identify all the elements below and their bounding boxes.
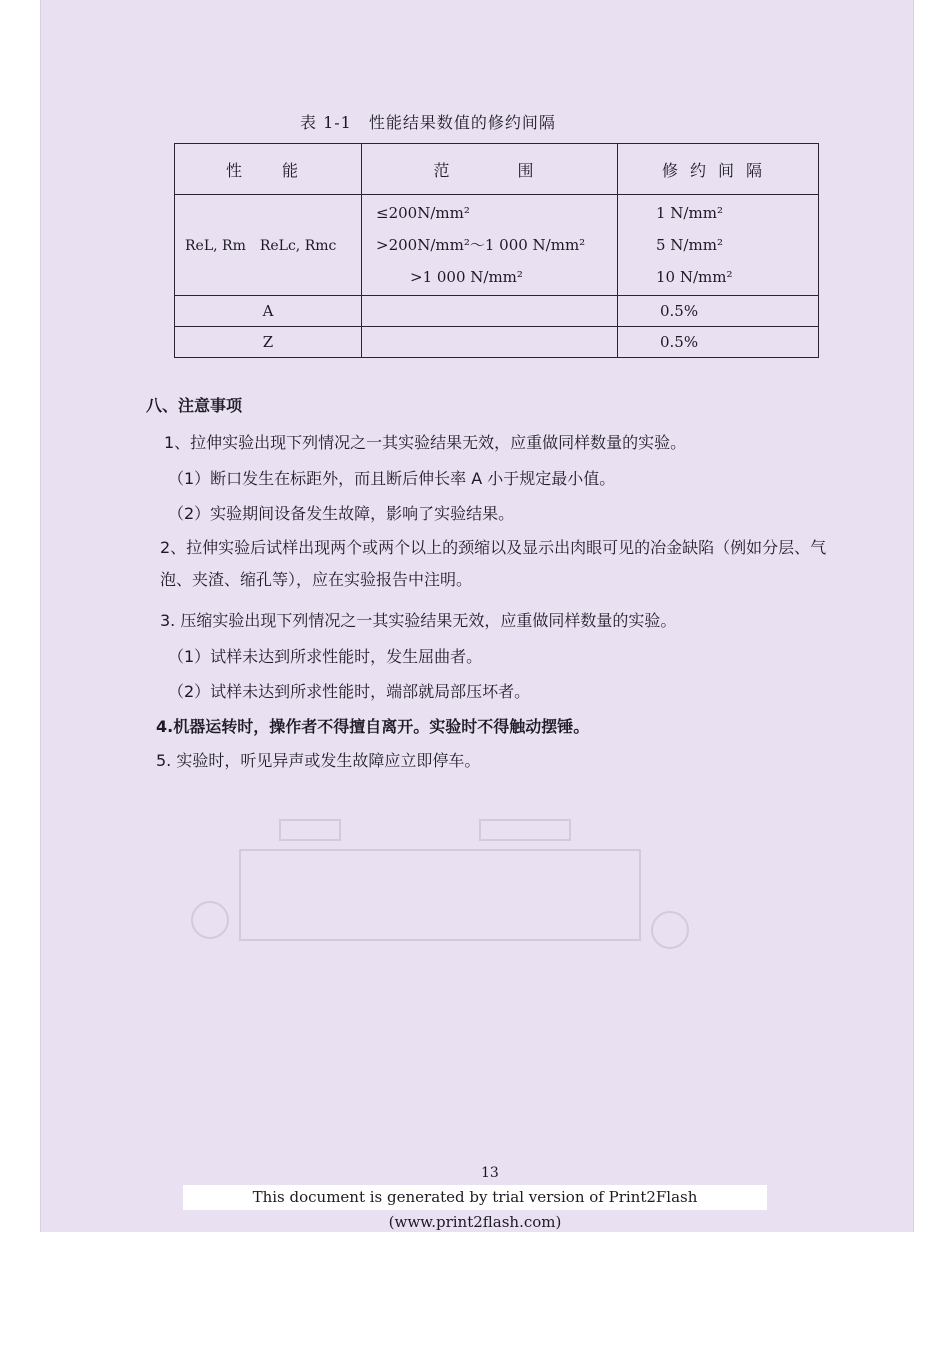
note-item: 4.机器运转时，操作者不得擅自离开。实验时不得触动摆锤。: [156, 717, 590, 736]
interval-value: 10 N/mm²: [656, 268, 733, 286]
interval-cell: [618, 195, 819, 296]
bleed-through-figure: [180, 790, 700, 1010]
range-value: >200N/mm²～1 000 N/mm²: [376, 236, 586, 254]
page-number: 13: [481, 1165, 499, 1181]
range-value: ≤200N/mm²: [376, 204, 470, 222]
table-row: [175, 327, 819, 358]
header-range: 范 围: [362, 144, 618, 195]
range-value: >1 000 N/mm²: [410, 268, 523, 286]
property-cell: A: [175, 296, 362, 327]
property-cell: Z: [175, 327, 362, 358]
interval-cell: 0.5%: [618, 327, 819, 358]
property-cell: ReL, Rm ReLc, Rmc: [175, 195, 362, 296]
interval-value: 5 N/mm²: [656, 236, 723, 254]
table-row: [175, 296, 819, 327]
note-item: 3. 压缩实验出现下列情况之一其实验结果无效，应重做同样数量的实验。: [160, 611, 677, 630]
trial-notice: This document is generated by trial version of Print2Flash (www.print2flash.com): [183, 1185, 767, 1210]
note-item: （1）试样未达到所求性能时，发生屈曲者。: [168, 647, 483, 666]
note-item: （2）试样未达到所求性能时，端部就局部压坏者。: [168, 682, 531, 701]
note-item: （2）实验期间设备发生故障，影响了实验结果。: [168, 504, 515, 523]
range-cell: [362, 195, 618, 296]
section-title: 八、注意事项: [146, 396, 243, 415]
note-item: （1）断口发生在标距外，而且断后伸长率 A 小于规定最小值。: [168, 469, 616, 488]
rounding-interval-table: [174, 143, 819, 358]
table-row: [175, 195, 819, 296]
header-property: 性 能: [175, 144, 362, 195]
header-interval: 修约间隔: [618, 144, 819, 195]
range-cell: [362, 296, 618, 327]
interval-value: 1 N/mm²: [656, 204, 723, 222]
note-item: 2、拉伸实验后试样出现两个或两个以上的颈缩以及显示出肉眼可见的冶金缺陷（例如分层、气泡、夹渣、缩孔等），应在实验报告中注明。: [160, 538, 827, 589]
note-item: 1、拉伸实验出现下列情况之一其实验结果无效，应重做同样数量的实验。: [164, 433, 687, 452]
interval-cell: 0.5%: [618, 296, 819, 327]
range-cell: [362, 327, 618, 358]
table-caption: 表 1-1 性能结果数值的修约间隔: [300, 113, 556, 132]
note-item: 5. 实验时，听见异声或发生故障应立即停车。: [156, 751, 481, 770]
table-header-row: [175, 144, 819, 195]
